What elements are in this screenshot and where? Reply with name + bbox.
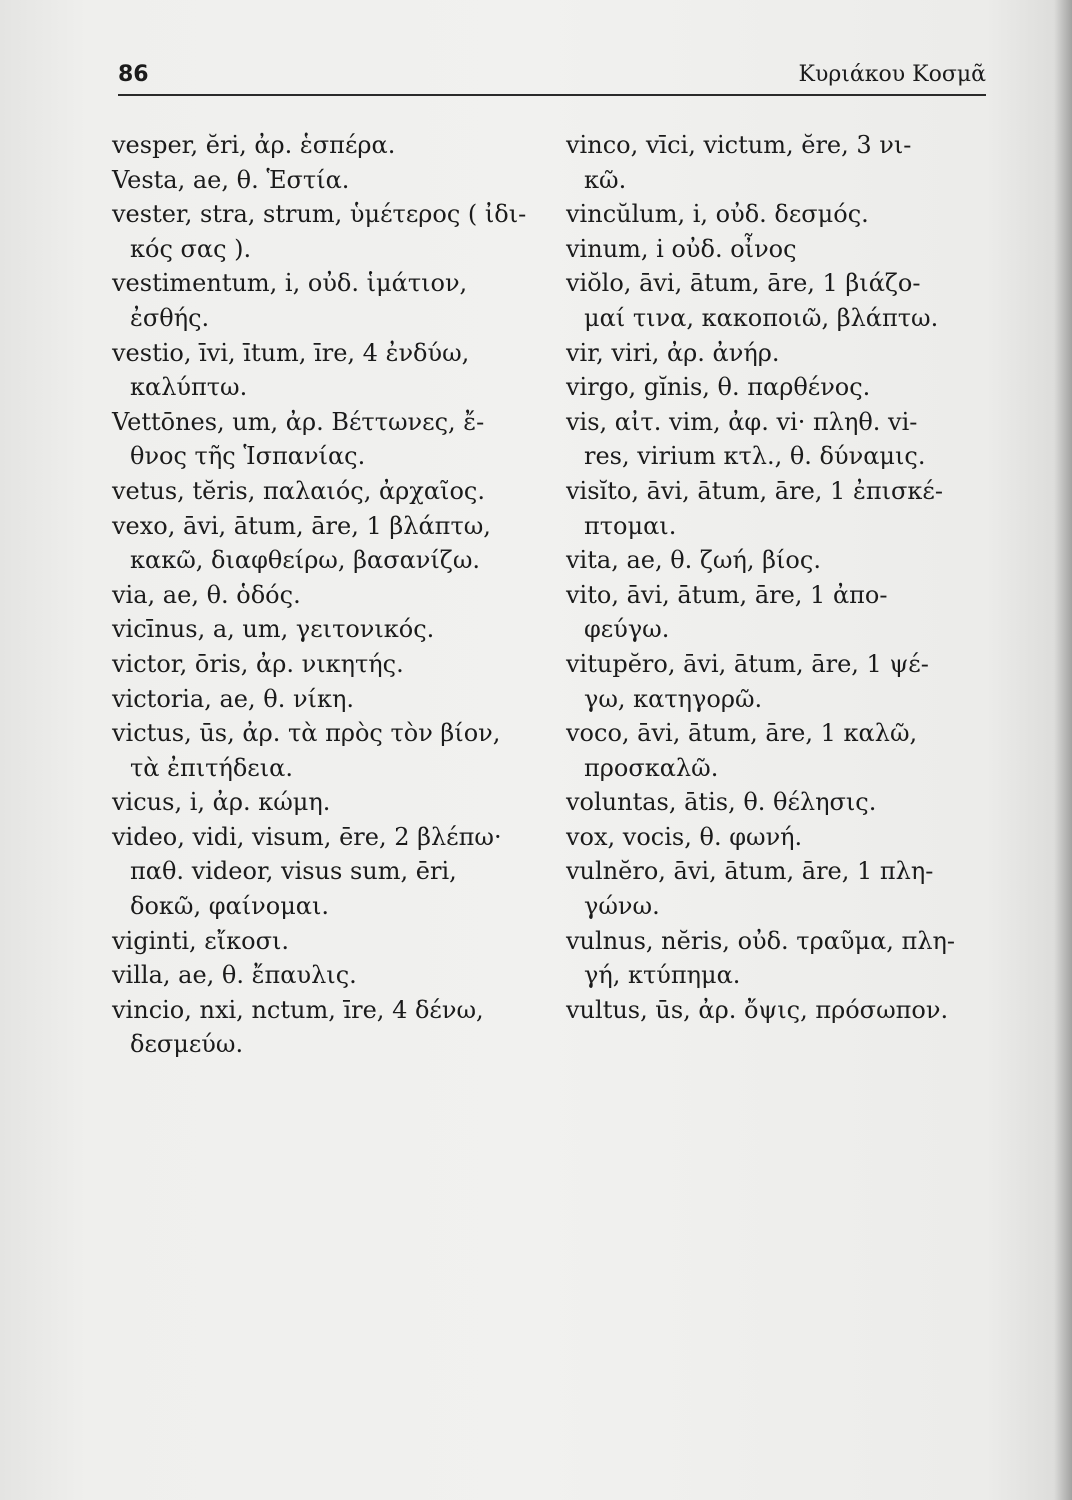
dictionary-entry [566,578,986,647]
dictionary-entry [566,336,986,371]
dictionary-entry [566,993,986,1028]
entry-headword-line: vetus, tĕris, παλαιός, ἀρχαῖος. [112,476,485,505]
entry-continuation-line: γώνω. [584,892,660,921]
dictionary-entry [566,854,986,923]
entry-headword-line: vestimentum, i, οὐδ. ἱμάτιον, [112,269,468,298]
dictionary-entry [112,336,540,405]
entry-headword-line: virgo, gĭnis, θ. παρθένος. [566,373,871,402]
entry-headword-line: vis, αἰτ. vim, ἀφ. vi· πληθ. vi- [566,407,918,436]
entry-headword-line: voluntas, ātis, θ. θέλησις. [566,788,877,817]
entry-headword-line: Vesta, ae, θ. Ἑστία. [112,165,350,194]
dictionary-entry [112,197,540,266]
entry-headword-line: victoria, ae, θ. νίκη. [112,684,354,713]
dictionary-entry [112,405,540,474]
dictionary-entry [566,785,986,820]
running-title: Κυριάκου Κοσμᾶ [798,62,986,87]
dictionary-entry [566,820,986,855]
header-rule [118,94,986,96]
entry-headword-line: visĭto, āvi, ātum, āre, 1 ἐπισκέ- [566,476,943,505]
entry-continuation-line: φεύγω. [584,615,670,644]
entry-headword-line: via, ae, θ. ὁδός. [112,580,301,609]
entry-headword-line: vicīnus, a, um, γειτονικός. [112,615,435,644]
entry-headword-line: vexo, āvi, ātum, āre, 1 βλάπτω, [112,511,491,540]
entry-continuation-line: τὰ ἐπιτήδεια. [130,753,293,782]
right-column [566,128,986,1027]
dictionary-entry [112,993,540,1062]
entry-continuation-line: δεσμεύω. [130,1030,244,1059]
dictionary-entry [112,924,540,959]
left-column [112,128,540,1062]
entry-continuation-line: κός σας ). [130,234,252,263]
entry-headword-line: vox, vocis, θ. φωνή. [566,822,803,851]
entry-headword-line: vulnĕro, āvi, ātum, āre, 1 πλη- [566,857,934,886]
dictionary-entry [112,647,540,682]
entry-headword-line: vir, viri, ἀρ. ἀνήρ. [566,338,780,367]
dictionary-entry [566,924,986,993]
dictionary-entry [566,716,986,785]
entry-headword-line: vinco, vīci, victum, ĕre, 3 νι- [566,131,912,159]
dictionary-entry [112,682,540,717]
entry-continuation-line: καλύπτω. [130,373,248,402]
entry-headword-line: video, vidi, visum, ēre, 2 βλέπω· [112,822,502,851]
entry-continuation-line: θνος τῆς Ἱσπανίας. [130,442,366,471]
entry-continuation-line: γω, κατηγορῶ. [584,684,763,713]
entry-headword-line: victus, ūs, ἀρ. τὰ πρὸς τὸν βίον, [112,719,501,748]
entry-headword-line: vito, āvi, ātum, āre, 1 ἀπο- [566,580,888,609]
page-number: 86 [118,62,149,87]
entry-headword-line: vulnus, nĕris, οὐδ. τραῦμα, πλη- [566,926,956,955]
dictionary-entry [566,647,986,716]
entry-headword-line: vincŭlum, i, οὐδ. δεσμός. [566,200,869,229]
entry-continuation-line: ἐσθής. [130,303,210,332]
entry-headword-line: vester, stra, strum, ὑμέτερος ( ἰδι- [112,200,527,229]
entry-continuation-line: πτομαι. [584,511,677,540]
entry-continuation-line: κακῶ, διαφθείρω, βασανίζω. [130,546,481,575]
entry-headword-line: vultus, ūs, ἀρ. ὄψις, πρόσωπον. [566,995,949,1024]
entry-headword-line: vicus, i, ἀρ. κώμη. [112,788,331,817]
dictionary-entry [566,266,986,335]
entry-headword-line: victor, ōris, ἀρ. νικητής. [112,649,404,678]
dictionary-entry [112,785,540,820]
entry-headword-line: vita, ae, θ. ζωή, βίος. [566,546,821,575]
dictionary-entry [566,197,986,232]
entry-headword-line: viŏlo, āvi, ātum, āre, 1 βιάζο- [566,269,921,298]
entry-headword-line: vitupĕro, āvi, ātum, āre, 1 ψέ- [566,649,929,678]
entry-continuation-line: res, virium κτλ., θ. δύναμις. [584,442,926,471]
entry-continuation-line: γή, κτύπημα. [584,961,741,990]
dictionary-entry [112,958,540,993]
dictionary-entry [112,474,540,509]
entry-headword-line: vestio, īvi, ītum, īre, 4 ἐνδύω, [112,338,470,367]
entry-continuation-line: κῶ. [584,165,627,194]
entry-headword-line: voco, āvi, ātum, āre, 1 καλῶ, [566,719,918,748]
dictionary-entry [566,232,986,267]
dictionary-entry [566,405,986,474]
entry-headword-line: vesper, ĕri, ἀρ. ἑσπέρα. [112,131,396,159]
dictionary-entry [566,543,986,578]
dictionary-entry [112,266,540,335]
entry-continuation-line: παθ. videor, visus sum, ēri, [130,857,457,886]
entry-headword-line: vincio, nxi, nctum, īre, 4 δένω, [112,995,484,1024]
entry-continuation-line: δοκῶ, φαίνομαι. [130,892,330,921]
entry-headword-line: villa, ae, θ. ἔπαυλις. [112,961,357,990]
dictionary-entry [566,474,986,543]
dictionary-entry [112,163,540,198]
page-edge-shadow [1054,0,1072,1500]
dictionary-entry [112,716,540,785]
entry-headword-line: Vettōnes, um, ἀρ. Βέττωνες, ἔ- [112,407,485,436]
dictionary-entry [566,370,986,405]
entry-continuation-line: προσκαλῶ. [584,753,719,782]
entry-continuation-line: μαί τινα, κακοποιῶ, βλάπτω. [584,303,939,332]
entry-headword-line: vinum, i οὐδ. οἶνος [566,234,797,263]
dictionary-entry [112,128,540,163]
page-header [118,62,986,92]
dictionary-entry [112,820,540,924]
dictionary-entry [112,509,540,578]
dictionary-entry [112,612,540,647]
dictionary-entry [112,578,540,613]
dictionary-entry [566,128,986,197]
entry-headword-line: viginti, εἴκοσι. [112,926,290,955]
